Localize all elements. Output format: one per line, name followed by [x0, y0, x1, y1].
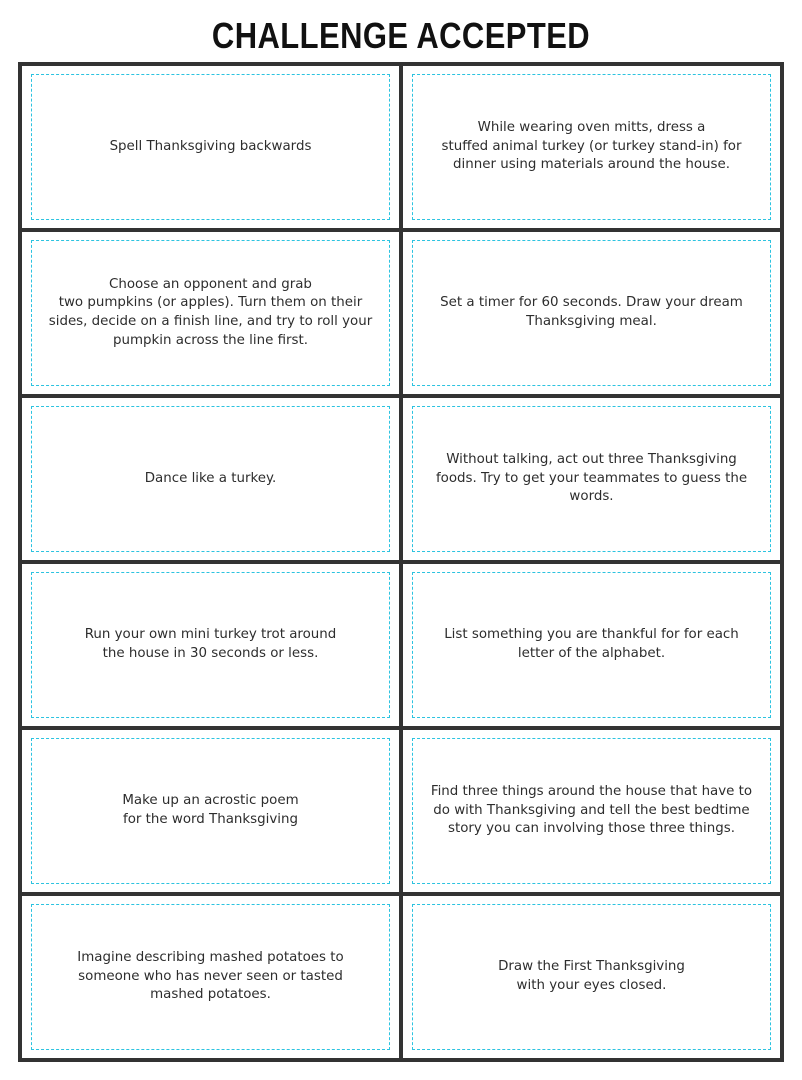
cut-line	[31, 240, 390, 386]
challenge-card	[403, 232, 780, 394]
challenge-text: Set a timer for 60 seconds. Draw your dream Thanksgiving meal.	[440, 295, 743, 329]
challenge-card	[403, 398, 780, 560]
challenge-text: While wearing oven mitts, dress a stuffed animal turkey (or turkey stand-in) for dinner using materials around the house.	[441, 120, 742, 173]
challenge-text: Make up an acrostic poem for the word Thanksgiving	[122, 793, 299, 827]
challenge-text: Without talking, act out three Thanksgiving foods. Try to get your teammates to guess the words.	[435, 452, 748, 505]
challenge-card	[22, 896, 399, 1058]
cut-line	[412, 572, 771, 718]
challenge-text: List something you are thankful for for each letter of the alphabet.	[444, 627, 739, 661]
challenge-card-grid	[18, 62, 784, 1062]
cut-line	[412, 406, 771, 552]
challenge-card	[22, 232, 399, 394]
challenge-text: Spell Thanksgiving backwards	[109, 138, 312, 154]
cut-line	[412, 74, 771, 220]
cut-line	[31, 572, 390, 718]
challenge-card	[22, 564, 399, 726]
challenge-card	[403, 66, 780, 228]
challenge-text: Dance like a turkey.	[144, 470, 277, 486]
challenge-card	[403, 564, 780, 726]
challenge-card	[403, 730, 780, 892]
cut-line	[31, 74, 390, 220]
page-title: CHALLENGE ACCEPTED	[211, 15, 591, 56]
cut-line	[412, 738, 771, 884]
challenge-card	[22, 398, 399, 560]
cut-line	[31, 738, 390, 884]
cut-line	[412, 904, 771, 1050]
challenge-text: Find three things around the house that have to do with Thanksgiving and tell the best bedtime story you can involving those three things.	[430, 784, 753, 837]
challenge-card	[22, 66, 399, 228]
challenge-text: Imagine describing mashed potatoes to someone who has never seen or tasted mashed potatoes.	[77, 950, 344, 1003]
challenge-text: Draw the First Thanksgiving with your eyes closed.	[498, 959, 685, 993]
cut-line	[31, 406, 390, 552]
cut-line	[412, 240, 771, 386]
challenge-text: Run your own mini turkey trot around the house in 30 seconds or less.	[84, 627, 337, 661]
challenge-card	[22, 730, 399, 892]
cut-line	[31, 904, 390, 1050]
challenge-text: Choose an opponent and grab two pumpkins (or apples). Turn them on their sides, decide on a finish line, and try to roll your pumpkin across the line first.	[48, 276, 373, 348]
challenge-card	[403, 896, 780, 1058]
